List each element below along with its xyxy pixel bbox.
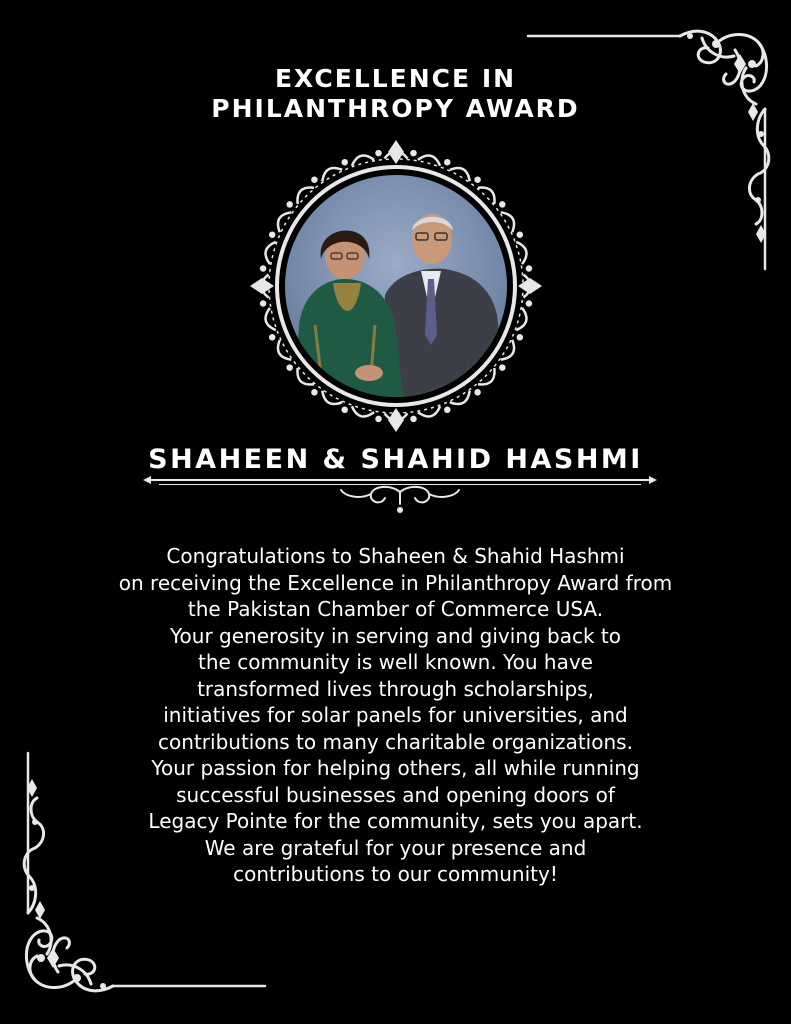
- message-line: Your generosity in serving and giving back to: [169, 623, 622, 648]
- message-line: Legacy Pointe for the community, sets you apart.: [148, 809, 643, 833]
- award-title: [0, 64, 791, 124]
- scroll-divider-icon: [135, 470, 665, 516]
- message-line: Congratulations to Shaheen & Shahid Hashmi: [166, 544, 625, 568]
- message-line: the community is well known. You have: [198, 650, 593, 674]
- message-line: contributions to many charitable organizations.: [158, 729, 633, 754]
- message-line: contributions to our community!: [233, 862, 558, 886]
- message-line: on receiving the Excellence in Philanthropy Award from: [118, 570, 673, 595]
- message-line: initiatives for solar panels for universities, and: [163, 703, 628, 727]
- award-title-line-1: EXCELLENCE IN: [274, 64, 517, 93]
- message-line: transformed lives through scholarships,: [197, 676, 594, 701]
- honoree-name: SHAHEEN & SHAHID HASHMI: [148, 444, 643, 475]
- message-line: We are grateful for your presence and: [204, 835, 587, 860]
- top-right-filigree-icon: [520, 24, 775, 274]
- couple-portrait-icon: [285, 175, 507, 397]
- award-title-line-2: PHILANTHROPY AWARD: [211, 94, 580, 123]
- honoree-photo: [285, 175, 507, 397]
- message-line: Your passion for helping others, all while running: [151, 756, 640, 780]
- message-line: successful businesses and opening doors of: [176, 782, 615, 807]
- congratulations-message: [60, 543, 731, 888]
- message-line: the Pakistan Chamber of Commerce USA.: [187, 597, 604, 621]
